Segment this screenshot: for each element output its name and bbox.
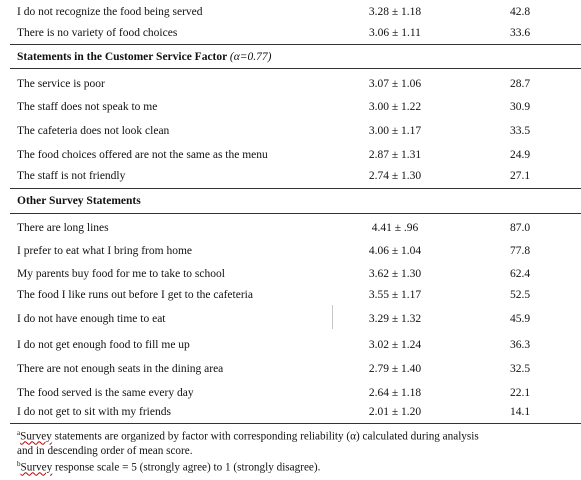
table-row — [0, 125, 581, 143]
percent-value: 87.0 — [509, 222, 531, 234]
table-rule — [10, 68, 581, 69]
table-row — [0, 170, 581, 188]
mean-score: 2.87 ± 1.31 — [368, 149, 422, 161]
footnote-word: Survey — [20, 430, 52, 443]
percent-value: 33.5 — [509, 125, 531, 137]
table-rule — [10, 213, 581, 214]
mean-score: 2.01 ± 1.20 — [368, 406, 422, 418]
footnote-b — [17, 457, 577, 475]
statement-text: The service is poor — [17, 78, 105, 90]
footnote-text: response scale = 5 (strongly agree) to 1 (strongly disagree). — [52, 461, 321, 474]
footnote-marker: a — [17, 429, 21, 437]
statement-text: I prefer to eat what I bring from home — [17, 245, 192, 257]
section-header-alpha: (α=0.77) — [229, 51, 272, 63]
mean-score: 3.02 ± 1.24 — [368, 339, 422, 351]
section-header-label: Statements in the Customer Service Factor — [17, 51, 228, 63]
percent-value: 36.3 — [509, 339, 531, 351]
section-header-label: Other Survey Statements — [17, 195, 141, 207]
table-row — [0, 339, 581, 357]
percent-value: 27.1 — [509, 170, 531, 182]
statement-text: The food I like runs out before I get to the cafeteria — [17, 289, 253, 301]
statement-text: The staff is not friendly — [17, 170, 126, 182]
table-row — [0, 387, 581, 405]
table-row — [0, 27, 581, 45]
footnote-text: statements are organized by factor with corresponding reliability (α) calculated during analysis — [51, 430, 479, 443]
statement-text: The food choices offered are not the same as the menu — [17, 149, 268, 161]
table-row — [0, 78, 581, 96]
footnote-marker: b — [17, 460, 21, 468]
table-row — [0, 101, 581, 119]
table-row — [0, 222, 581, 240]
mean-score: 3.00 ± 1.17 — [368, 125, 422, 137]
statement-text: The cafeteria does not look clean — [17, 125, 170, 137]
statement-text: There is no variety of food choices — [17, 27, 178, 39]
percent-value: 22.1 — [509, 387, 531, 399]
mean-score: 3.28 ± 1.18 — [368, 6, 422, 18]
mean-score: 3.62 ± 1.30 — [368, 268, 422, 280]
statement-text: The staff does not speak to me — [17, 101, 158, 113]
percent-value: 42.8 — [509, 6, 531, 18]
section-header-customer-service — [17, 51, 272, 63]
statement-text: I do not recognize the food being served — [17, 6, 203, 18]
table-rule — [10, 188, 581, 189]
table-row — [0, 289, 581, 307]
section-header-other — [17, 195, 141, 207]
mean-score: 3.06 ± 1.11 — [369, 27, 421, 39]
mean-score: 3.29 ± 1.32 — [368, 313, 422, 325]
percent-value: 32.5 — [509, 363, 531, 375]
mean-score: 3.00 ± 1.22 — [368, 101, 422, 113]
percent-value: 28.7 — [509, 78, 531, 90]
percent-value: 62.4 — [509, 268, 531, 280]
footnote-text: and in descending order of mean score. — [17, 444, 193, 457]
statement-text: The food served is the same every day — [17, 387, 194, 399]
statement-text: I do not have enough time to eat — [17, 313, 166, 325]
percent-value: 30.9 — [509, 101, 531, 113]
percent-value: 33.6 — [509, 27, 531, 39]
mean-score: 2.64 ± 1.18 — [368, 387, 422, 399]
percent-value: 77.8 — [509, 245, 531, 257]
percent-value: 52.5 — [509, 289, 531, 301]
table-row — [0, 313, 581, 331]
footnote-word: Survey — [20, 461, 53, 474]
table-row — [0, 406, 581, 424]
table-rule — [10, 44, 581, 45]
statement-text: There are not enough seats in the dining area — [17, 363, 224, 375]
table-row — [0, 363, 581, 381]
mean-score: 3.55 ± 1.17 — [368, 289, 422, 301]
mean-score: 3.07 ± 1.06 — [368, 78, 422, 90]
statement-text: There are long lines — [17, 222, 109, 234]
mean-score: 4.06 ± 1.04 — [368, 245, 422, 257]
table-row — [0, 268, 581, 286]
statement-text: My parents buy food for me to take to school — [17, 268, 225, 280]
percent-value: 24.9 — [509, 149, 531, 161]
statement-text: I do not get enough food to fill me up — [17, 339, 190, 351]
table-row — [0, 245, 581, 263]
statement-text: I do not get to sit with my friends — [17, 406, 171, 418]
table-row — [0, 6, 581, 24]
mean-score: 2.79 ± 1.40 — [368, 363, 422, 375]
percent-value: 14.1 — [509, 406, 531, 418]
table-row — [0, 149, 581, 167]
footnote-a — [17, 426, 577, 458]
mean-score: 2.74 ± 1.30 — [368, 170, 422, 182]
mean-score: 4.41 ± .96 — [371, 222, 419, 234]
percent-value: 45.9 — [509, 313, 531, 325]
table-rule — [10, 423, 581, 424]
